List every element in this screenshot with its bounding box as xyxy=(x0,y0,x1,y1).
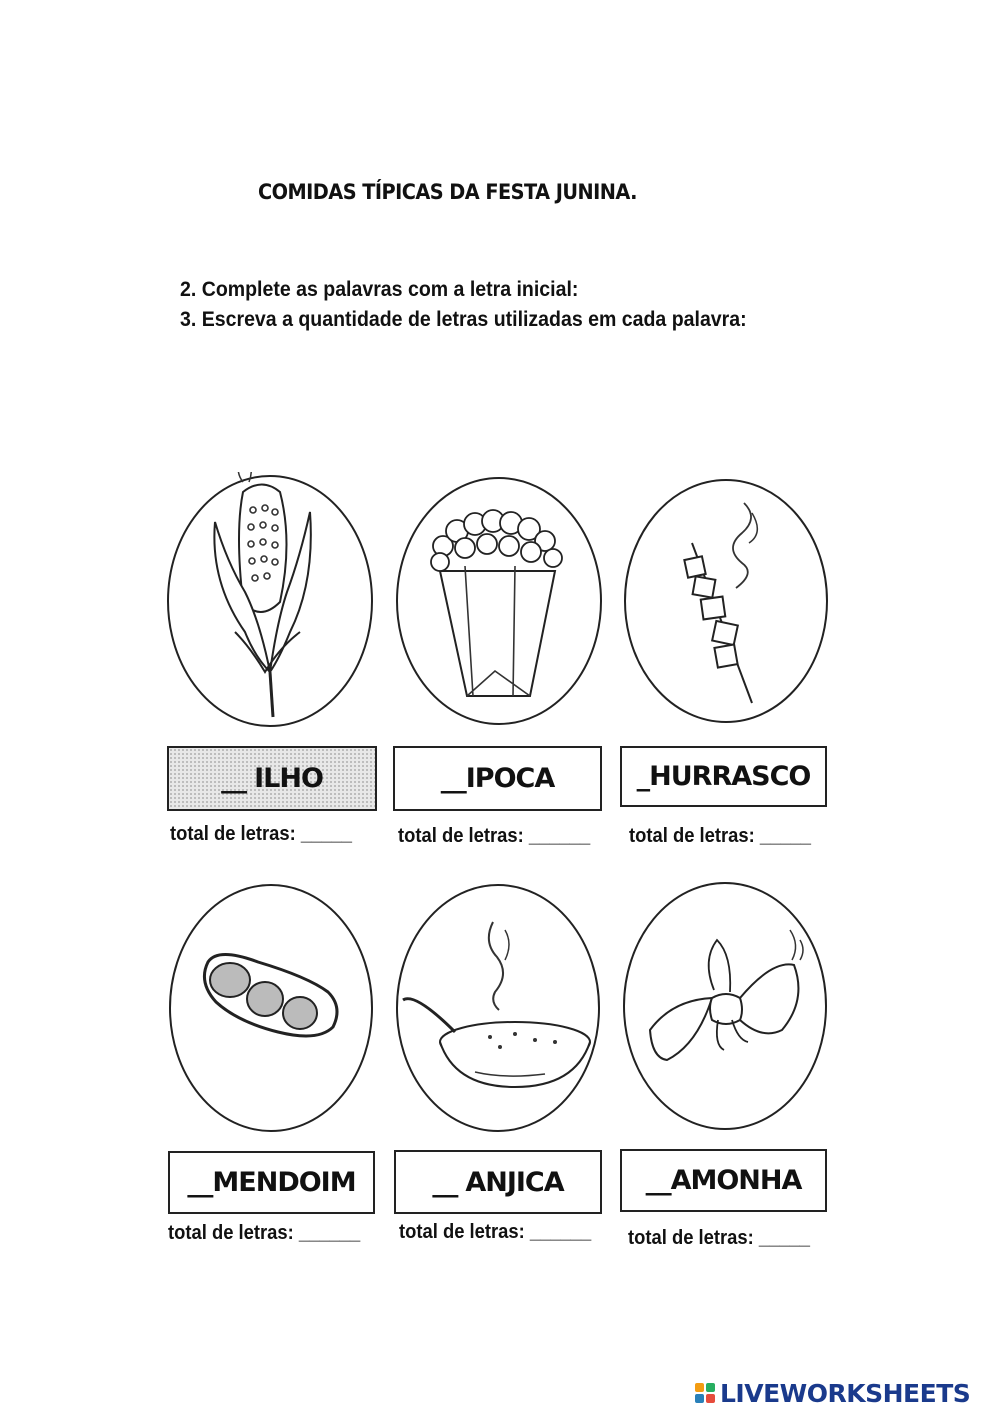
logo-mark-icon xyxy=(695,1383,715,1403)
total-label-6: total de letras: _____ xyxy=(628,1227,811,1249)
oval-peanut xyxy=(168,882,374,1134)
oval-popcorn xyxy=(395,476,603,726)
instruction-2: 2. Complete as palavras com a letra inicial: xyxy=(180,278,579,301)
word-5: ANJICA xyxy=(465,1166,564,1198)
word-box-1[interactable] xyxy=(167,746,377,811)
total-label-4: total de letras: ______ xyxy=(168,1222,361,1244)
word-3: HURRASCO xyxy=(649,761,811,792)
word-box-6[interactable] xyxy=(620,1149,827,1212)
total-label-5: total de letras: ______ xyxy=(399,1221,592,1243)
word-4: MENDOIM xyxy=(212,1167,356,1198)
total-label-1: total de letras: _____ xyxy=(170,823,353,845)
liveworksheets-logo[interactable] xyxy=(695,1378,970,1408)
page-title: COMIDAS TÍPICAS DA FESTA JUNINA. xyxy=(258,180,637,204)
peanut-icon xyxy=(168,882,374,1134)
oval-corn xyxy=(165,472,375,730)
word-2: IPOCA xyxy=(465,763,555,794)
popcorn-icon xyxy=(395,476,603,726)
word-box-5[interactable] xyxy=(394,1150,602,1214)
blank-3[interactable]: _ xyxy=(636,761,650,792)
wrapped-pamonha-icon xyxy=(622,880,828,1132)
word-box-2[interactable] xyxy=(393,746,602,811)
instruction-3: 3. Escreva a quantidade de letras utilizadas em cada palavra: xyxy=(180,308,747,331)
corn-icon xyxy=(165,472,375,730)
skewer-icon xyxy=(624,478,828,724)
oval-skewer xyxy=(624,478,828,724)
blank-5[interactable]: __ xyxy=(432,1166,458,1198)
oval-pamonha xyxy=(622,880,828,1132)
total-label-2: total de letras: ______ xyxy=(398,825,591,847)
blank-4[interactable]: __ xyxy=(187,1167,213,1198)
word-6: AMONHA xyxy=(670,1165,802,1196)
word-1: ILHO xyxy=(254,763,323,794)
blank-6[interactable]: __ xyxy=(645,1165,671,1196)
word-box-3[interactable] xyxy=(620,746,827,807)
word-box-4[interactable] xyxy=(168,1151,375,1214)
blank-2[interactable]: __ xyxy=(440,763,466,794)
total-label-3: total de letras: _____ xyxy=(629,825,812,847)
oval-bowl xyxy=(395,882,601,1134)
blank-1[interactable]: __ xyxy=(221,763,247,794)
logo-text: LIVEWORKSHEETS xyxy=(720,1378,971,1408)
bowl-icon xyxy=(395,882,601,1134)
